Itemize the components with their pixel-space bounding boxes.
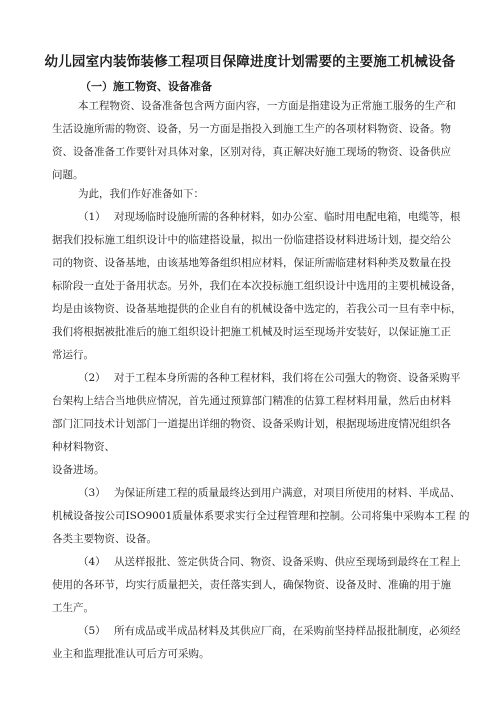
list-item — [52, 367, 461, 482]
text-line: 生活设施所需的物资、设备，另一方面是指投入到施工生产的各项材料物资、设备。物 — [52, 123, 451, 135]
text-line: 各类主要物资、设备。 — [52, 533, 157, 545]
text-line: 为保证所建工程的质量最终达到用户满意，对项目所使用的材料、半成品、 — [114, 487, 461, 499]
text-line: 所有成品或半成品材料及其供应厂商，在采购前坚持样品报批制度，必须经 — [114, 625, 461, 637]
item-number: （2） — [78, 372, 106, 384]
text-line: 部门汇同技术计划部门一道提出详细的物资、设备采购计划，根据现场进度情况组织各 — [52, 418, 451, 430]
text-line: 我们将根据被批准后的施工组织设计把施工机械及时运至现场并安装好，以保证施工正 — [52, 326, 451, 338]
text-line: 从送样报批、签定供货合同、物资、设备采购、供应至现场到最终在工程上 — [114, 556, 461, 568]
text-line: 据我们投标施工组织设计中的临建搭设量，拟出一份临建搭设材料进场计划，提交给公 — [52, 234, 451, 246]
text-line: 为此，我们作好准备如下： — [78, 188, 204, 200]
list-item — [52, 551, 461, 620]
list-item — [52, 482, 470, 551]
lead-paragraph — [52, 183, 452, 206]
list-item — [52, 620, 461, 666]
intro-paragraph — [52, 95, 456, 187]
item-number: （3） — [78, 487, 106, 499]
text-line: 对现场临时设施所需的各种材料，如办公室、临时用电配电箱，电缆等，根 — [114, 211, 461, 223]
text-line: 资、设备准备工作要针对具体对象，区别对待，真正解决好施工现场的物资、设备供应 — [52, 146, 451, 158]
text-line: 种材料物资、 — [52, 441, 115, 453]
text-line: 对于工程本身所需的各种工程材料，我们将在公司强大的物资、设备采购平 — [114, 372, 461, 384]
item-number: （5） — [78, 625, 106, 637]
text-line: 常运行。 — [52, 349, 94, 361]
item-number: （1） — [78, 211, 106, 223]
text-line: 均是由该物资、设备基地提供的企业自有的机械设备中选定的，若我公司一旦有幸中标， — [52, 303, 462, 315]
text-line: 业主和监理批准认可后方可采购。 — [52, 648, 210, 660]
text-line: 司的物资、设备基地，由该基地筹备组织相应材料，保证所需临建材料种类及数量在投 — [52, 257, 451, 269]
section-heading: （一）施工物资、设备准备 — [80, 80, 212, 93]
text-line: 台架构上结合当地供应情况，首先通过预算部门精准的估算工程材料用量，然后由材料 — [52, 395, 451, 407]
text-line: 设备进场。 — [52, 464, 105, 476]
text-line: 使用的各环节，均实行质量把关，责任落实到人，确保物资、设备及时、准确的用于施 — [52, 579, 451, 591]
document-title: 幼儿园室内装饰装修工程项目保障进度计划需要的主要施工机械设备 — [44, 54, 456, 70]
text-line: 本工程物资、设备准备包含两方面内容，一方面是指建设为正常施工服务的生产和 — [78, 100, 456, 112]
text-line: 机械设备按公司ISO9001质量体系要求实行全过程管理和控制。公司将集中采购本工程 的 — [52, 510, 470, 522]
text-line: 问题。 — [52, 169, 84, 181]
text-line: 标阶段一直处于备用状态。另外，我们在本次投标施工组织设计中选用的主要机械设备， — [52, 280, 462, 292]
list-item — [52, 206, 462, 367]
item-number: （4） — [78, 556, 106, 568]
text-line: 工生产。 — [52, 602, 94, 614]
